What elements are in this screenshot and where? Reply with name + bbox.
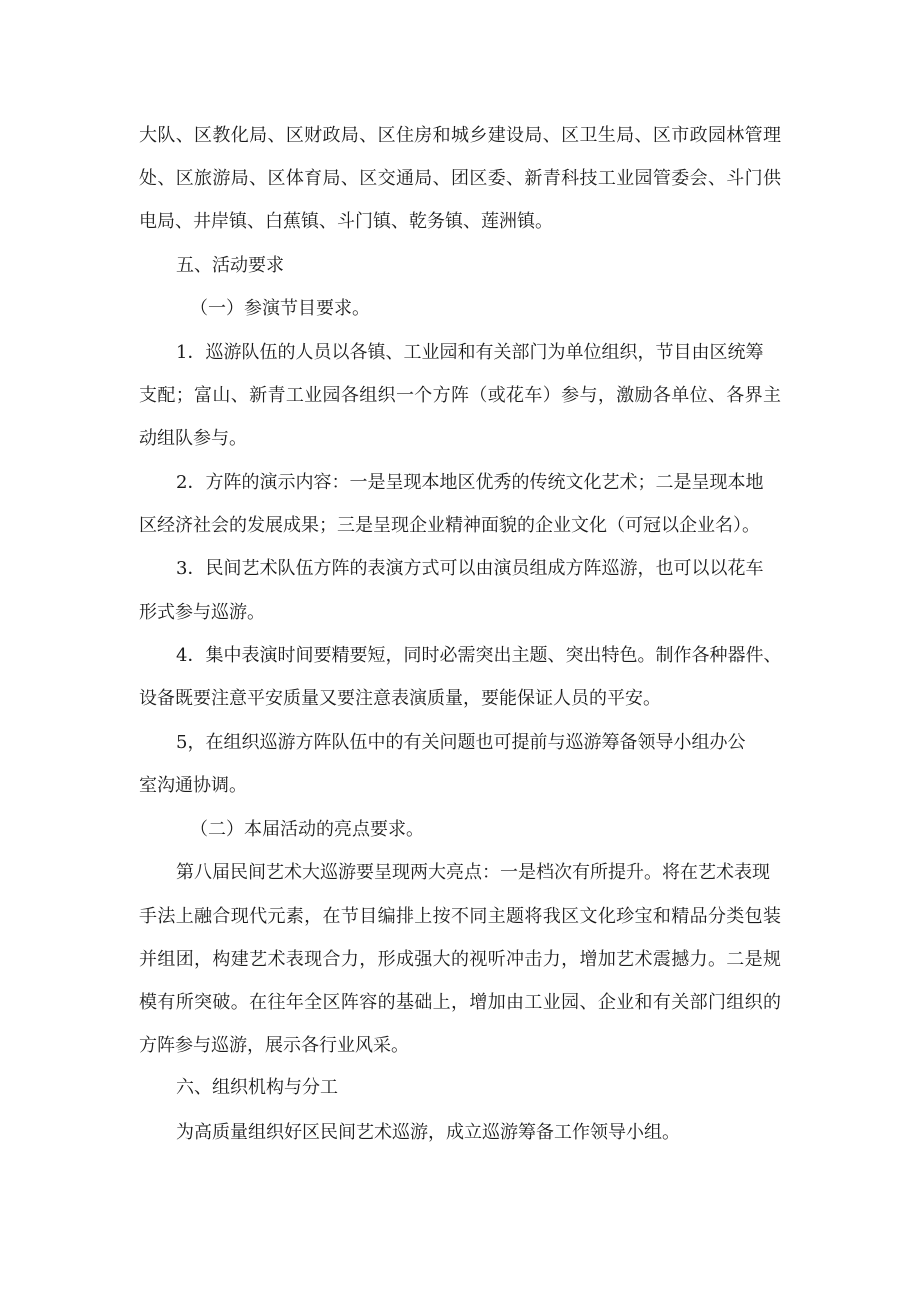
text-line: 5，在组织巡游方阵队伍中的有关问题也可提前与巡游筹备领导小组办公 (176, 732, 746, 753)
text-line: 支配；富山、新青工业园各组织一个方阵（或花车）参与，激励各单位、各界主 (139, 385, 781, 406)
text-line: 动组队参与。 (139, 428, 247, 449)
text-line: 形式参与巡游。 (139, 602, 265, 623)
subheading-program-requirements: （一）参演节目要求。 (190, 298, 370, 319)
text-line: 4．集中表演时间要精要短，同时必需突出主题、突出特色。制作各种器件、 (176, 645, 782, 666)
text-line: 1．巡游队伍的人员以各镇、工业园和有关部门为单位组织，节目由区统筹 (176, 342, 764, 363)
text-line: 模有所突破。在往年全区阵容的基础上，增加由工业园、企业和有关部门组织的 (139, 992, 781, 1013)
text-line: 2．方阵的演示内容：一是呈现本地区优秀的传统文化艺术；二是呈现本地 (176, 472, 764, 493)
text-line: 处、区旅游局、区体育局、区交通局、团区委、新青科技工业园管委会、斗门供 (139, 168, 781, 189)
text-line: 手法上融合现代元素，在节目编排上按不同主题将我区文化珍宝和精品分类包装 (139, 906, 781, 927)
section-heading-organization: 六、组织机构与分工 (176, 1077, 338, 1098)
text-line: 室沟通协调。 (139, 775, 247, 796)
text-line: 大队、区教化局、区财政局、区住房和城乡建设局、区卫生局、区市政园林管理 (139, 125, 781, 146)
text-line: 方阵参与巡游，展示各行业风采。 (139, 1035, 409, 1056)
text-line: 并组团，构建艺术表现合力，形成强大的视听冲击力，增加艺术震撼力。二是规 (139, 949, 781, 970)
text-line: 第八届民间艺术大巡游要呈现两大亮点：一是档次有所提升。将在艺术表现 (176, 862, 770, 883)
subheading-highlight-requirements: （二）本届活动的亮点要求。 (190, 819, 424, 840)
section-heading-activity-requirements: 五、活动要求 (176, 255, 284, 276)
paragraph-leadership: 为高质量组织好区民间艺术巡游，成立巡游筹备工作领导小组。 (176, 1122, 680, 1143)
text-line: 电局、井岸镇、白蕉镇、斗门镇、乾务镇、莲洲镇。 (139, 211, 553, 232)
text-line: 3．民间艺术队伍方阵的表演方式可以由演员组成方阵巡游，也可以以花车 (176, 558, 764, 579)
text-line: 设备既要注意平安质量又要注意表演质量，要能保证人员的平安。 (139, 688, 661, 709)
text-line: 区经济社会的发展成果；三是呈现企业精神面貌的企业文化（可冠以企业名）。 (139, 515, 760, 536)
